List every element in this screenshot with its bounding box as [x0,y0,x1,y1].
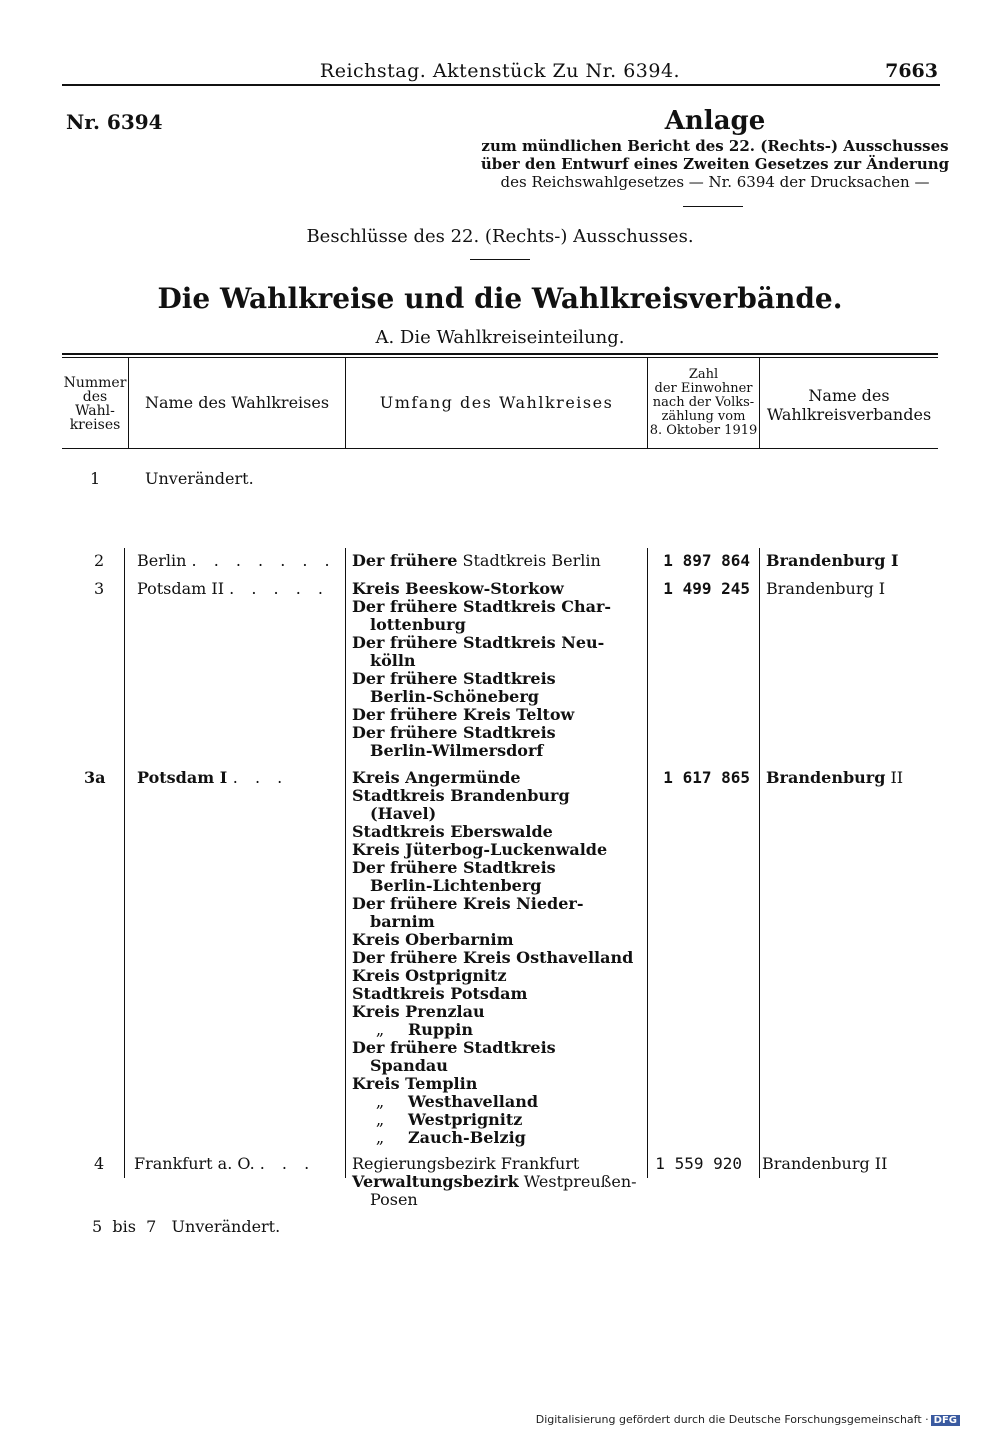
header-name: Name des Wahlkreises [144,393,330,412]
table-top-rule [62,353,938,355]
row-number: 3 [94,579,105,598]
anlage-subtitle [480,137,950,191]
header-text: zählung vom [661,409,746,424]
header-nummer [62,376,128,432]
umfang-line: Der frühere Stadtkreis [352,669,556,688]
row-name-text: Potsdam I [137,768,228,787]
umfang-line: (Havel) [370,804,437,823]
row-zahl: 1 897 864 [663,551,750,570]
umfang-bold: Der frühere [352,551,458,570]
row-leader-dots: . . . [259,1154,316,1173]
header-zahl [648,368,759,438]
umfang-line: Berlin-Lichtenberg [370,876,542,895]
body-col-sep [647,548,648,1178]
header-text: der Einwohner [654,381,753,396]
umfang-line: Kreis Jüterbog-Luckenwalde [352,840,608,859]
document-number: Nr. 6394 [66,110,163,134]
umfang-line: Kreis Oberbarnim [352,930,514,949]
row-name [137,580,329,598]
header-umfang: Umfang des Wahlkreises [379,393,614,412]
running-title: Reichstag. Aktenstück Zu Nr. 6394. [319,60,681,82]
umfang-text: Westhavelland [408,1092,539,1111]
umfang-line [352,1093,642,1111]
header-text: Wahlkreisverbandes [766,405,932,424]
row-verband: Brandenburg I [766,579,886,598]
credit-text: Digitalisierung gefördert durch die Deutsche Forschungsgemeinschaft · [535,1413,929,1426]
header-text: 8. Oktober 1919 [649,423,758,438]
umfang-line: Der frühere Kreis Nieder- [352,894,584,913]
beschluesse-divider [470,259,530,260]
body-col-sep [759,548,760,1178]
header-text: kreises [69,417,121,433]
row-name-text: Potsdam II [137,579,225,598]
umfang-line: Stadtkreis Eberswalde [352,822,553,841]
row-leader-dots: . . . . . . . [191,551,336,570]
ditto-mark: „ [375,1020,385,1039]
row-name [137,552,336,570]
row-umfang [352,580,642,760]
umfang-line: Der frühere Stadtkreis Char- [352,597,612,616]
row-name [134,1155,315,1173]
header-text: Wahl- [75,403,115,419]
row-verband: Brandenburg I [766,551,899,570]
verband-bold: Brandenburg [766,768,886,787]
umfang-rest: Stadtkreis Berlin [462,551,601,570]
anlage-subtitle-line: des Reichswahlgesetzes — Nr. 6394 der Drucksachen — [500,173,930,191]
ditto-mark: „ [375,1128,385,1147]
anlage-title: Anlage [664,106,766,136]
header-verband [760,386,938,424]
row-verband [766,769,903,787]
umfang-line: Der frühere Kreis Osthavelland [352,948,634,967]
digitization-credit [536,1413,960,1426]
umfang-line: kölln [370,651,416,670]
table-header-rule [62,448,938,449]
umfang-line: Der frühere Stadtkreis [352,1038,556,1057]
row-umfang [352,1155,642,1209]
umfang-line [352,1111,642,1129]
body-col-sep [124,548,125,1178]
row-name [137,769,288,787]
ditto-mark: „ [375,1092,385,1111]
anlage-subtitle-line: zum mündlichen Bericht des 22. (Rechts-) Ausschusses [481,137,949,155]
umfang-line: Spandau [370,1056,448,1075]
umfang-line: Der frühere Stadtkreis Neu- [352,633,605,652]
table-tail-note: 5 bis 7 Unverändert. [92,1217,281,1236]
umfang-line: Kreis Ostprignitz [352,966,507,985]
page-number: 7663 [885,60,938,82]
header-rule [62,84,940,86]
row-umfang [352,769,642,1147]
dfg-logo: DFG [931,1415,960,1426]
body-col-sep [345,548,346,1178]
header-text: nach der Volks- [652,395,755,410]
verband-rest: II [890,768,904,787]
umfang-line: Regierungsbezirk Frankfurt [352,1154,580,1173]
umfang-line: Kreis Beeskow-Storkow [352,579,564,598]
umfang-text: Westprignitz [408,1110,523,1129]
umfang-line: Stadtkreis Potsdam [352,984,528,1003]
row-number: 3a [84,768,106,787]
anlage-subtitle-line: über den Entwurf eines Zweiten Gesetzes zur Änderung [480,155,950,173]
umfang-line: Kreis Prenzlau [352,1002,485,1021]
umfang-line [352,1129,642,1147]
beschluesse-heading: Beschlüsse des 22. (Rechts-) Ausschusses. [306,226,694,247]
umfang-line: Der frühere Stadtkreis [352,723,556,742]
ditto-mark: „ [375,1110,385,1129]
header-text: Name des [808,386,890,405]
header-text: Zahl [688,367,719,382]
umfang-line: Der frühere Kreis Teltow [352,705,575,724]
row-name-text: Berlin [137,551,187,570]
row-name-text: Frankfurt a. O. [134,1154,255,1173]
header-text: des [82,389,108,405]
row-number: 4 [94,1154,105,1173]
row-umfang [352,552,601,570]
row-number: 1 [90,469,101,488]
umfang-line: Kreis Templin [352,1074,478,1093]
row-name: Unverändert. [145,469,254,488]
row-leader-dots: . . . . . [229,579,329,598]
row-verband: Brandenburg II [762,1154,888,1173]
table-top-rule-thin [62,357,938,358]
umfang-text: Ruppin [408,1020,474,1039]
anlage-divider [683,206,743,207]
row-zahl: 1 499 245 [663,579,750,598]
main-title: Die Wahlkreise und die Wahlkreisverbände. [157,282,843,315]
umfang-line [352,1021,642,1039]
umfang-line: Berlin-Wilmersdorf [370,741,544,760]
umfang-line: Berlin-Schöneberg [370,687,539,706]
umfang-line: lottenburg [370,615,466,634]
umfang-line [352,1173,642,1191]
umfang-text: Zauch-Belzig [408,1128,526,1147]
row-number: 2 [94,551,105,570]
section-title: A. Die Wahlkreiseinteilung. [375,327,625,348]
umfang-bold: Verwaltungsbezirk [352,1172,519,1191]
umfang-line: Der frühere Stadtkreis [352,858,556,877]
umfang-line: Stadtkreis Brandenburg [352,786,570,805]
umfang-line: Posen [370,1190,418,1209]
row-zahl: 1 559 920 [655,1154,742,1173]
umfang-rest: Westpreußen- [523,1172,637,1191]
umfang-line: Kreis Angermünde [352,768,521,787]
row-zahl: 1 617 865 [663,768,750,787]
header-text: Nummer [63,375,127,391]
umfang-line: barnim [370,912,435,931]
row-leader-dots: . . . [232,768,289,787]
